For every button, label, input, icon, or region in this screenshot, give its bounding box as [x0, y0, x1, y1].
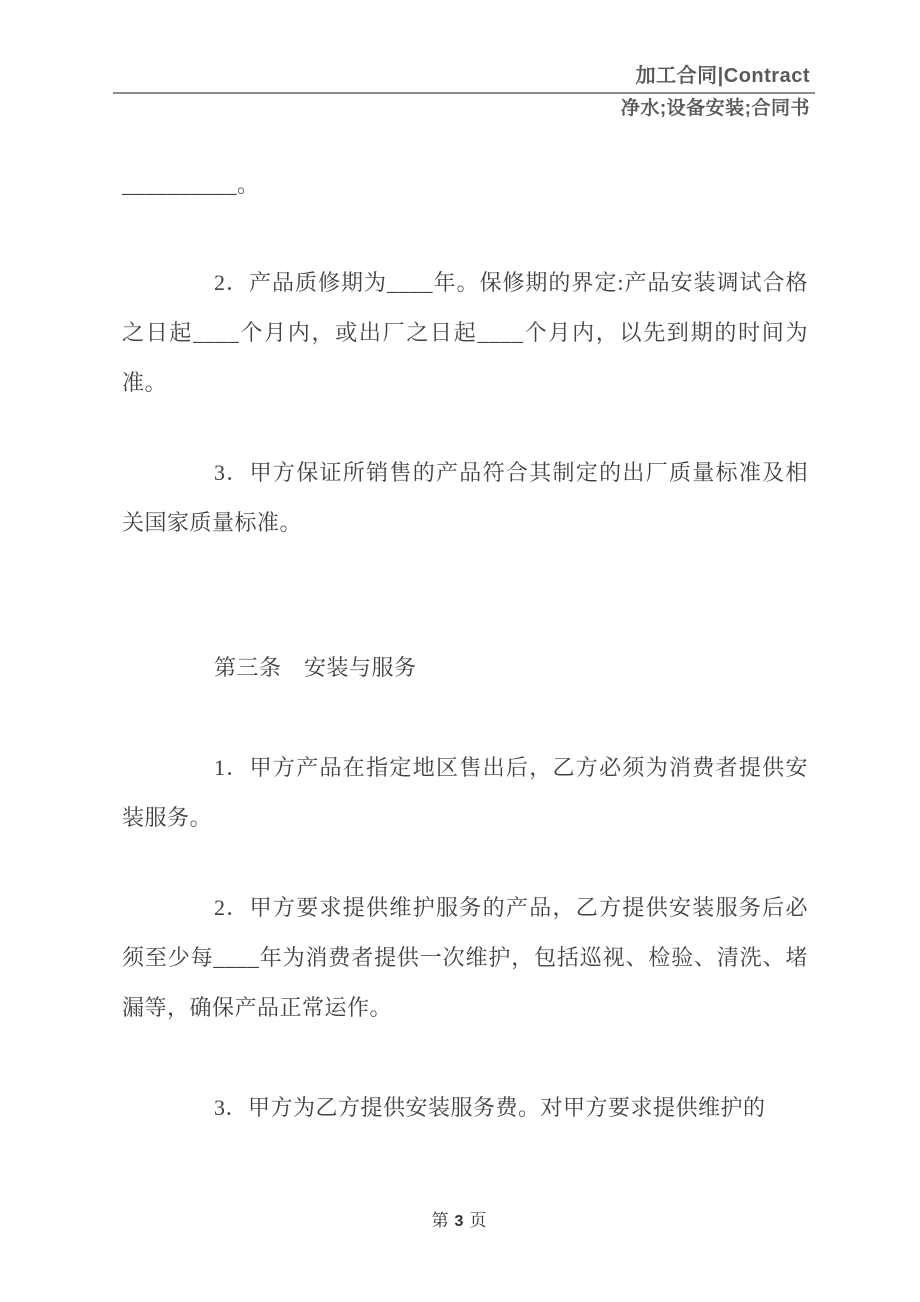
paragraph-warranty-term: 2．产品质修期为____年。保修期的界定:产品安装调试合格之日起____个月内，或出厂之日起____个月内，以先到期的时间为准。 [122, 270, 808, 395]
page-number-prefix: 第 [431, 1211, 451, 1230]
section-heading-article-three: 第三条 安装与服务 [214, 655, 417, 680]
paragraph-blank-fill: __________。 [122, 172, 260, 197]
paragraph-service-fee: 3．甲方为乙方提供安装服务费。对甲方要求提供维护的 [214, 1095, 766, 1120]
header-tags-label: 净水;设备安装;合同书 [620, 98, 810, 119]
paragraph-install-service: 1．甲方产品在指定地区售出后，乙方必须为消费者提供安装服务。 [122, 755, 808, 830]
header-divider [113, 92, 815, 94]
header-category-label: 加工合同|Contract [635, 65, 810, 87]
page-footer [0, 1206, 920, 1237]
paragraph-quality-standard: 3．甲方保证所销售的产品符合其制定的出厂质量标准及相关国家质量标准。 [122, 460, 808, 535]
page-number-suffix: 页 [469, 1211, 489, 1230]
document-header [0, 0, 920, 120]
page-number: 3 [454, 1213, 466, 1230]
document-body [122, 160, 808, 1133]
paragraph-maintenance-service: 2．甲方要求提供维护服务的产品，乙方提供安装服务后必须至少每____年为消费者提供一次维护，包括巡视、检验、清洗、堵漏等，确保产品正常运作。 [122, 895, 808, 1020]
